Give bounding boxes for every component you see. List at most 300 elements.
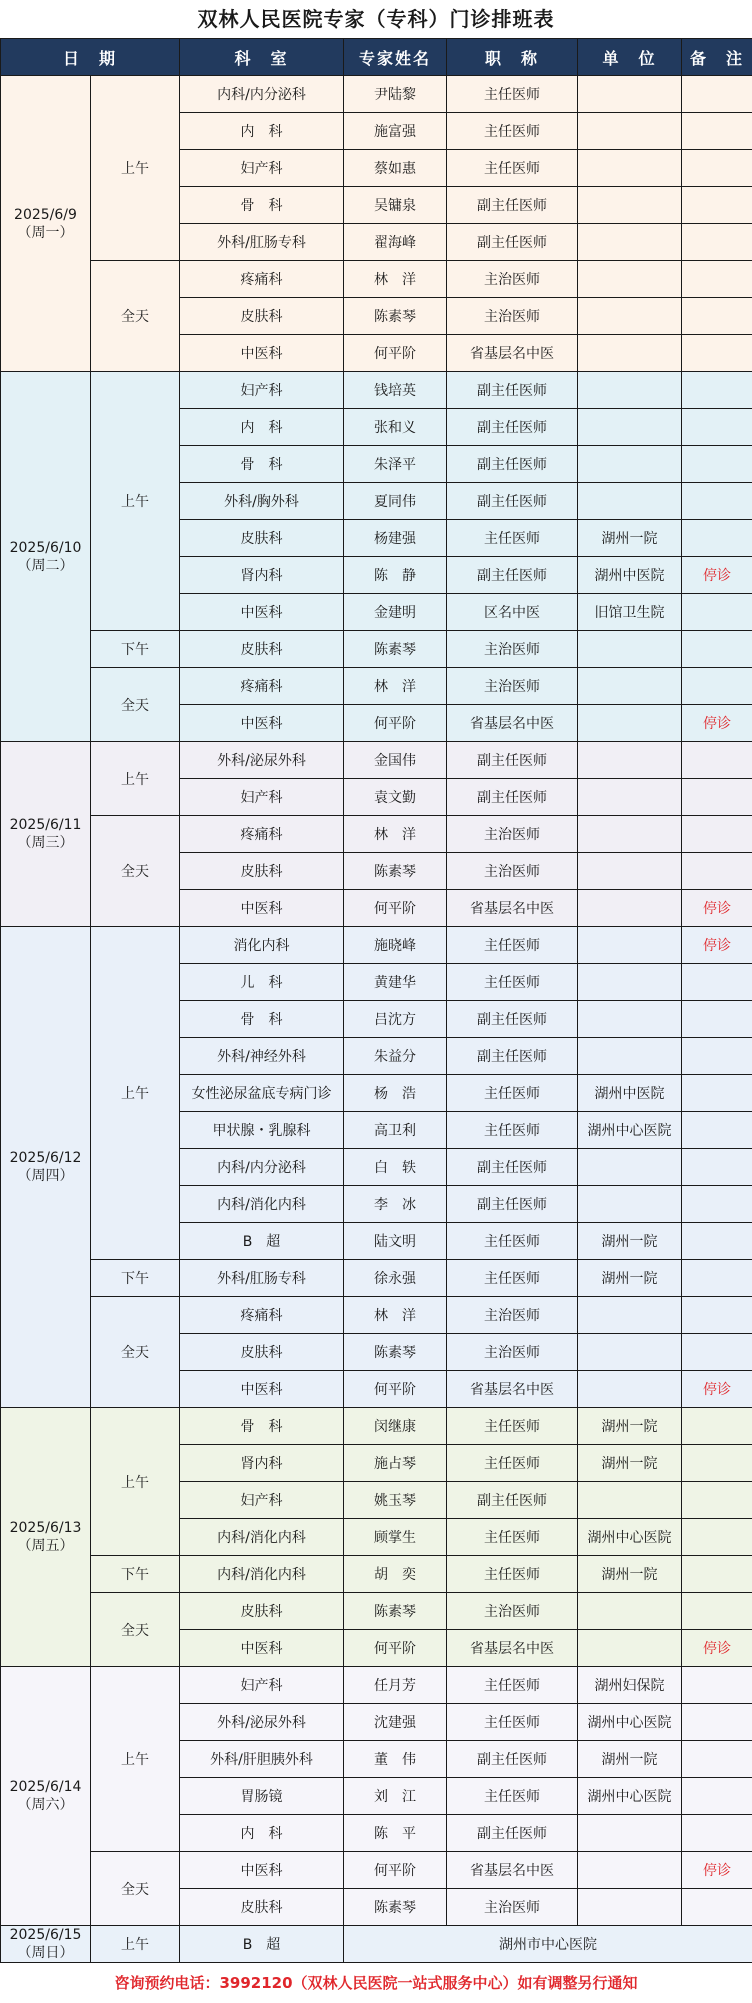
dept-cell: 肾内科 (180, 1445, 344, 1482)
table-row (1, 1260, 752, 1297)
note-cell: 停诊 (682, 1852, 752, 1889)
note-cell (682, 224, 752, 261)
unit-cell (578, 1001, 682, 1038)
note-cell (682, 1223, 752, 1260)
note-cell (682, 1445, 752, 1482)
rank-cell: 主任医师 (447, 1519, 578, 1556)
dept-cell: 胃肠镜 (180, 1778, 344, 1815)
note-cell (682, 1519, 752, 1556)
note-cell (682, 594, 752, 631)
doctor-name-cell: 金建明 (344, 594, 447, 631)
date-cell (1, 927, 91, 1408)
date-cell (1, 1408, 91, 1667)
rank-cell: 副主任医师 (447, 372, 578, 409)
doctor-name-cell: 白 轶 (344, 1149, 447, 1186)
weekday-text: （周日） (1, 1944, 90, 1962)
note-cell (682, 1112, 752, 1149)
dept-cell: 疼痛科 (180, 261, 344, 298)
doctor-name-cell: 何平阶 (344, 705, 447, 742)
dept-cell: 外科/肛肠专科 (180, 1260, 344, 1297)
doctor-name-cell: 闵继康 (344, 1408, 447, 1445)
period-cell: 下午 (91, 631, 180, 668)
rank-cell: 主治医师 (447, 1593, 578, 1630)
rank-cell: 区名中医 (447, 594, 578, 631)
weekday-text: （周六） (1, 1796, 90, 1814)
doctor-name-cell: 陈素琴 (344, 298, 447, 335)
dept-cell: 内科/内分泌科 (180, 1149, 344, 1186)
doctor-name-cell: 林 洋 (344, 668, 447, 705)
doctor-name-cell: 胡 奕 (344, 1556, 447, 1593)
dept-cell: 中医科 (180, 1371, 344, 1408)
note-cell (682, 1001, 752, 1038)
unit-cell: 湖州一院 (578, 520, 682, 557)
unit-cell (578, 1371, 682, 1408)
doctor-name-cell: 陈 平 (344, 1815, 447, 1852)
table-row (1, 1667, 752, 1704)
unit-cell (578, 409, 682, 446)
rank-cell: 副主任医师 (447, 1482, 578, 1519)
doctor-name-cell: 杨 浩 (344, 1075, 447, 1112)
note-cell (682, 1075, 752, 1112)
rank-cell: 副主任医师 (447, 187, 578, 224)
header-note: 备 注 (682, 39, 752, 76)
dept-cell: 皮肤科 (180, 1889, 344, 1926)
rank-cell: 副主任医师 (447, 1001, 578, 1038)
unit-cell (578, 779, 682, 816)
unit-cell (578, 113, 682, 150)
rank-cell: 主任医师 (447, 1778, 578, 1815)
table-row (1, 372, 752, 409)
dept-cell: 疼痛科 (180, 816, 344, 853)
note-cell (682, 483, 752, 520)
unit-cell (578, 927, 682, 964)
doctor-name-cell: 陈素琴 (344, 631, 447, 668)
dept-cell: 内科/内分泌科 (180, 76, 344, 113)
unit-cell (578, 187, 682, 224)
rank-cell: 副主任医师 (447, 779, 578, 816)
unit-cell: 湖州中心医院 (578, 1778, 682, 1815)
unit-cell (578, 76, 682, 113)
dept-cell: 皮肤科 (180, 853, 344, 890)
table-row (1, 816, 752, 853)
unit-cell (578, 372, 682, 409)
dept-cell: 外科/肝胆胰外科 (180, 1741, 344, 1778)
dept-cell: 肾内科 (180, 557, 344, 594)
unit-cell: 湖州一院 (578, 1260, 682, 1297)
dept-cell: 内科/消化内科 (180, 1186, 344, 1223)
dept-cell: 皮肤科 (180, 298, 344, 335)
unit-cell (578, 298, 682, 335)
doctor-name-cell: 蔡如惠 (344, 150, 447, 187)
rank-cell: 主治医师 (447, 1334, 578, 1371)
date-cell (1, 742, 91, 927)
rank-cell: 主治医师 (447, 298, 578, 335)
rank-cell: 副主任医师 (447, 224, 578, 261)
unit-cell (578, 1482, 682, 1519)
rank-cell: 主任医师 (447, 1260, 578, 1297)
rank-cell: 副主任医师 (447, 409, 578, 446)
rank-cell: 主治医师 (447, 668, 578, 705)
unit-cell (578, 668, 682, 705)
note-cell (682, 1704, 752, 1741)
doctor-name-cell: 陈素琴 (344, 853, 447, 890)
period-cell: 全天 (91, 1297, 180, 1408)
doctor-name-cell: 高卫利 (344, 1112, 447, 1149)
rank-cell: 主任医师 (447, 964, 578, 1001)
dept-cell: 皮肤科 (180, 520, 344, 557)
doctor-name-cell: 金国伟 (344, 742, 447, 779)
table-row (1, 631, 752, 668)
header-dept: 科 室 (180, 39, 344, 76)
doctor-name-cell: 吴镛泉 (344, 187, 447, 224)
note-cell (682, 150, 752, 187)
dept-cell: 内科/消化内科 (180, 1556, 344, 1593)
rank-cell: 主治医师 (447, 1297, 578, 1334)
rank-cell: 主任医师 (447, 1704, 578, 1741)
dept-cell: 外科/神经外科 (180, 1038, 344, 1075)
doctor-name-cell: 钱培英 (344, 372, 447, 409)
date-text: 2025/6/12 (1, 1149, 90, 1167)
period-cell: 上午 (91, 1667, 180, 1852)
rank-cell: 副主任医师 (447, 557, 578, 594)
rank-cell: 主任医师 (447, 1075, 578, 1112)
dept-cell: 中医科 (180, 1852, 344, 1889)
doctor-name-cell: 何平阶 (344, 1630, 447, 1667)
unit-cell (578, 853, 682, 890)
dept-cell: 中医科 (180, 890, 344, 927)
table-row (1, 1297, 752, 1334)
note-cell (682, 1297, 752, 1334)
unit-cell (578, 446, 682, 483)
date-cell (1, 1926, 91, 1963)
weekday-text: （周二） (1, 557, 90, 575)
date-text: 2025/6/11 (1, 816, 90, 834)
doctor-name-cell: 董 伟 (344, 1741, 447, 1778)
unit-cell (578, 1038, 682, 1075)
rank-cell: 主治医师 (447, 631, 578, 668)
period-cell: 下午 (91, 1260, 180, 1297)
dept-cell: 皮肤科 (180, 1334, 344, 1371)
note-cell (682, 964, 752, 1001)
dept-cell: 骨 科 (180, 446, 344, 483)
dept-cell: 骨 科 (180, 1408, 344, 1445)
period-cell: 上午 (91, 1408, 180, 1556)
note-cell (682, 853, 752, 890)
doctor-name-cell: 夏同伟 (344, 483, 447, 520)
doctor-name-cell: 吕沈方 (344, 1001, 447, 1038)
dept-cell: 中医科 (180, 594, 344, 631)
unit-cell (578, 816, 682, 853)
dept-cell: 甲状腺・乳腺科 (180, 1112, 344, 1149)
rank-cell: 省基层名中医 (447, 1852, 578, 1889)
weekday-text: （周五） (1, 1537, 90, 1555)
note-cell (682, 1149, 752, 1186)
unit-cell (578, 1630, 682, 1667)
date-cell (1, 372, 91, 742)
doctor-name-cell: 姚玉琴 (344, 1482, 447, 1519)
doctor-name-cell: 沈建强 (344, 1704, 447, 1741)
dept-cell: 妇产科 (180, 372, 344, 409)
doctor-name-cell: 林 洋 (344, 1297, 447, 1334)
note-cell: 停诊 (682, 1371, 752, 1408)
unit-cell: 湖州一院 (578, 1741, 682, 1778)
dept-cell: 中医科 (180, 1630, 344, 1667)
note-cell: 停诊 (682, 927, 752, 964)
table-row (1, 1408, 752, 1445)
header-rank: 职 称 (447, 39, 578, 76)
doctor-name-cell: 陈素琴 (344, 1593, 447, 1630)
schedule-body (1, 76, 752, 1963)
rank-cell: 主任医师 (447, 1223, 578, 1260)
table-row (1, 1852, 752, 1889)
rank-cell: 副主任医师 (447, 483, 578, 520)
header-date: 日 期 (1, 39, 180, 76)
doctor-name-cell: 陈素琴 (344, 1889, 447, 1926)
doctor-name-cell: 尹陆黎 (344, 76, 447, 113)
unit-cell: 湖州一院 (578, 1408, 682, 1445)
doctor-name-cell: 林 洋 (344, 816, 447, 853)
header-row (1, 39, 752, 76)
doctor-name-cell: 陈 静 (344, 557, 447, 594)
dept-cell: 疼痛科 (180, 668, 344, 705)
date-cell (1, 76, 91, 372)
note-cell (682, 298, 752, 335)
date-text: 2025/6/14 (1, 1778, 90, 1796)
note-cell (682, 779, 752, 816)
note-cell: 停诊 (682, 890, 752, 927)
note-cell (682, 1778, 752, 1815)
doctor-name-cell: 任月芳 (344, 1667, 447, 1704)
dept-cell: 疼痛科 (180, 1297, 344, 1334)
rank-cell: 省基层名中医 (447, 335, 578, 372)
dept-cell: B 超 (180, 1223, 344, 1260)
dept-cell: 妇产科 (180, 1667, 344, 1704)
unit-cell (578, 1852, 682, 1889)
doctor-name-cell: 李 冰 (344, 1186, 447, 1223)
dept-cell: 外科/泌尿外科 (180, 1704, 344, 1741)
note-cell (682, 1815, 752, 1852)
doctor-name-cell: 朱益分 (344, 1038, 447, 1075)
note-cell (682, 1408, 752, 1445)
dept-cell: 内 科 (180, 113, 344, 150)
note-cell (682, 631, 752, 668)
unit-cell (578, 335, 682, 372)
doctor-name-cell: 徐永强 (344, 1260, 447, 1297)
note-cell (682, 1334, 752, 1371)
note-cell (682, 113, 752, 150)
note-cell (682, 1038, 752, 1075)
doctor-name-cell: 施晓峰 (344, 927, 447, 964)
note-cell (682, 1556, 752, 1593)
period-cell: 全天 (91, 1593, 180, 1667)
unit-cell: 湖州中心医院 (578, 1112, 682, 1149)
dept-cell: 皮肤科 (180, 631, 344, 668)
date-text: 2025/6/13 (1, 1519, 90, 1537)
note-cell (682, 816, 752, 853)
period-cell: 上午 (91, 742, 180, 816)
rank-cell: 主任医师 (447, 150, 578, 187)
rank-cell: 主任医师 (447, 113, 578, 150)
dept-cell: 皮肤科 (180, 1593, 344, 1630)
note-cell (682, 520, 752, 557)
rank-cell: 主治医师 (447, 853, 578, 890)
unit-cell: 湖州中医院 (578, 557, 682, 594)
dept-cell: 内科/消化内科 (180, 1519, 344, 1556)
rank-cell: 省基层名中医 (447, 1371, 578, 1408)
note-cell (682, 76, 752, 113)
rank-cell: 主任医师 (447, 1445, 578, 1482)
dept-cell: 外科/肛肠专科 (180, 224, 344, 261)
dept-cell: 内 科 (180, 409, 344, 446)
note-cell: 停诊 (682, 1630, 752, 1667)
rank-cell: 省基层名中医 (447, 1630, 578, 1667)
note-cell: 停诊 (682, 705, 752, 742)
unit-cell (578, 1186, 682, 1223)
table-row (1, 1926, 752, 1963)
rank-cell: 副主任医师 (447, 1038, 578, 1075)
dept-cell: 外科/胸外科 (180, 483, 344, 520)
note-cell (682, 1593, 752, 1630)
note-cell (682, 409, 752, 446)
rank-cell: 主任医师 (447, 1408, 578, 1445)
doctor-name-cell: 杨建强 (344, 520, 447, 557)
date-text: 2025/6/10 (1, 539, 90, 557)
rank-cell: 副主任医师 (447, 1186, 578, 1223)
note-cell (682, 1889, 752, 1926)
unit-cell (578, 1149, 682, 1186)
note-cell (682, 335, 752, 372)
table-row (1, 742, 752, 779)
note-cell (682, 668, 752, 705)
note-cell (682, 1482, 752, 1519)
schedule-table (0, 38, 752, 1963)
doctor-name-cell: 朱泽平 (344, 446, 447, 483)
weekday-text: （周三） (1, 834, 90, 852)
weekday-text: （周四） (1, 1167, 90, 1185)
table-row (1, 668, 752, 705)
note-cell (682, 446, 752, 483)
table-row (1, 76, 752, 113)
doctor-name-cell: 刘 江 (344, 1778, 447, 1815)
period-cell: 上午 (91, 927, 180, 1260)
dept-cell: 妇产科 (180, 150, 344, 187)
date-cell (1, 1667, 91, 1926)
unit-cell: 湖州中医院 (578, 1075, 682, 1112)
dept-cell: 消化内科 (180, 927, 344, 964)
table-row (1, 1593, 752, 1630)
unit-cell (578, 631, 682, 668)
rank-cell: 主任医师 (447, 1556, 578, 1593)
unit-cell (578, 1593, 682, 1630)
rank-cell: 副主任医师 (447, 742, 578, 779)
date-text: 2025/6/15 (1, 1926, 90, 1944)
period-cell: 下午 (91, 1556, 180, 1593)
period-cell: 上午 (91, 76, 180, 261)
unit-cell: 湖州中心医院 (578, 1704, 682, 1741)
rank-cell: 主任医师 (447, 520, 578, 557)
doctor-name-cell: 袁文勤 (344, 779, 447, 816)
note-cell (682, 1260, 752, 1297)
dept-cell: 女性泌尿盆底专病门诊 (180, 1075, 344, 1112)
rank-cell: 主任医师 (447, 1667, 578, 1704)
unit-cell (578, 224, 682, 261)
note-cell (682, 187, 752, 224)
doctor-name-cell: 翟海峰 (344, 224, 447, 261)
rank-cell: 省基层名中医 (447, 890, 578, 927)
doctor-name-cell: 张和义 (344, 409, 447, 446)
unit-cell: 湖州一院 (578, 1445, 682, 1482)
doctor-name-cell: 何平阶 (344, 1371, 447, 1408)
period-cell: 全天 (91, 1852, 180, 1926)
doctor-name-cell: 何平阶 (344, 890, 447, 927)
weekday-text: （周一） (1, 224, 90, 242)
header-name: 专家姓名 (344, 39, 447, 76)
doctor-name-cell: 黄建华 (344, 964, 447, 1001)
dept-cell: 妇产科 (180, 779, 344, 816)
rank-cell: 主治医师 (447, 1889, 578, 1926)
doctor-name-cell: 施富强 (344, 113, 447, 150)
doctor-name-cell: 陈素琴 (344, 1334, 447, 1371)
rank-cell: 副主任医师 (447, 446, 578, 483)
period-cell: 上午 (91, 1926, 180, 1963)
period-cell: 上午 (91, 372, 180, 631)
unit-cell (578, 150, 682, 187)
doctor-name-cell: 施占琴 (344, 1445, 447, 1482)
note-cell (682, 261, 752, 298)
note-cell (682, 372, 752, 409)
unit-cell (578, 1889, 682, 1926)
page-title: 双林人民医院专家（专科）门诊排班表 (0, 0, 752, 38)
dept-cell: 中医科 (180, 705, 344, 742)
unit-cell (578, 742, 682, 779)
table-row (1, 927, 752, 964)
merged-unit-cell: 湖州市中心医院 (344, 1926, 752, 1963)
period-cell: 全天 (91, 668, 180, 742)
doctor-name-cell: 顾掌生 (344, 1519, 447, 1556)
note-cell (682, 1186, 752, 1223)
rank-cell: 副主任医师 (447, 1149, 578, 1186)
doctor-name-cell: 陆文明 (344, 1223, 447, 1260)
dept-cell: 外科/泌尿外科 (180, 742, 344, 779)
period-cell: 全天 (91, 261, 180, 372)
doctor-name-cell: 何平阶 (344, 1852, 447, 1889)
rank-cell: 副主任医师 (447, 1741, 578, 1778)
dept-cell: 中医科 (180, 335, 344, 372)
note-cell (682, 742, 752, 779)
header-unit: 单 位 (578, 39, 682, 76)
doctor-name-cell: 林 洋 (344, 261, 447, 298)
dept-cell: 妇产科 (180, 1482, 344, 1519)
footer-notice: 咨询预约电话：3992120（双林人民医院一站式服务中心）如有调整另行通知 (0, 1963, 752, 2003)
dept-cell: 骨 科 (180, 187, 344, 224)
note-cell (682, 1667, 752, 1704)
note-cell (682, 1741, 752, 1778)
unit-cell: 湖州一院 (578, 1556, 682, 1593)
unit-cell (578, 890, 682, 927)
note-cell: 停诊 (682, 557, 752, 594)
unit-cell: 湖州妇保院 (578, 1667, 682, 1704)
rank-cell: 副主任医师 (447, 1815, 578, 1852)
table-row (1, 1556, 752, 1593)
rank-cell: 主治医师 (447, 816, 578, 853)
unit-cell (578, 1334, 682, 1371)
dept-cell: B 超 (180, 1926, 344, 1963)
unit-cell: 湖州一院 (578, 1223, 682, 1260)
unit-cell (578, 964, 682, 1001)
rank-cell: 省基层名中医 (447, 705, 578, 742)
unit-cell: 旧馆卫生院 (578, 594, 682, 631)
dept-cell: 骨 科 (180, 1001, 344, 1038)
